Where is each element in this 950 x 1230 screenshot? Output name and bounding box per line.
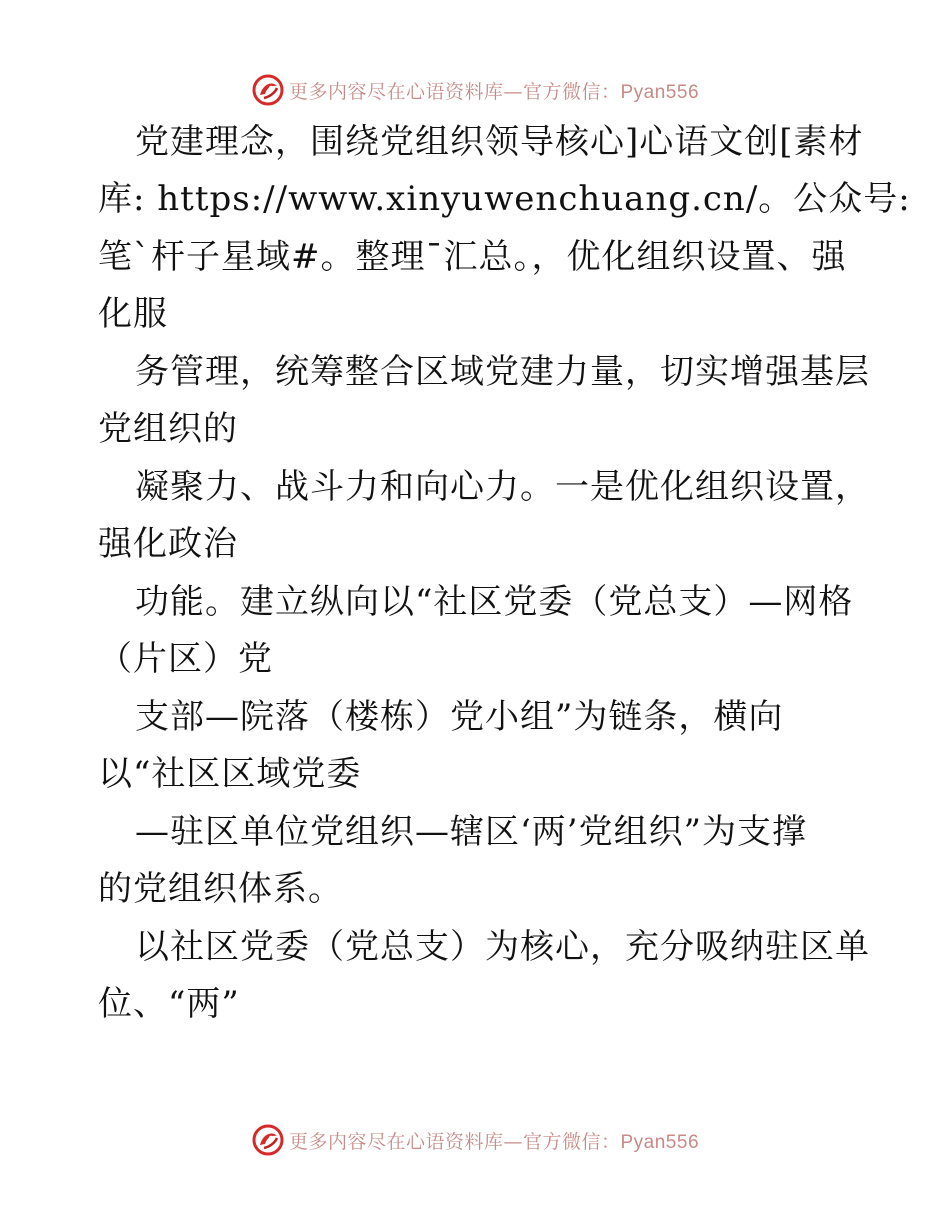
banner-wechat-id: Pyan556: [620, 1131, 700, 1153]
text-line: 的党组织体系。: [98, 869, 343, 909]
text-line: 务管理，统筹整合区域党建力量，切实增强基层: [135, 352, 870, 392]
text-line: 位、“两”: [98, 984, 240, 1024]
text-line: 以社区党委（党总支）为核心，充分吸纳驻区单: [135, 927, 870, 967]
text-line: —驻区单位党组织—辖区‘两’党组织”为支撑: [135, 812, 807, 852]
text-line: 以“社区区域党委: [98, 754, 362, 794]
text-line: 支部—院落（楼栋）党小组”为链条，横向: [135, 697, 784, 737]
text-line: 党建理念，围绕党组织领导核心]心语文创[素材: [135, 122, 864, 162]
footer-banner: [0, 1120, 950, 1160]
text-line: 化服: [98, 294, 168, 334]
banner-text: [289, 77, 699, 104]
text-line: （片区）党: [98, 639, 273, 679]
banner-wechat-id: Pyan556: [620, 81, 700, 103]
text-line: 库: https://www.xinyuwenchuang.cn/。公众号:: [98, 179, 911, 219]
text-line: 凝聚力、战斗力和向心力。一是优化组织设置，: [135, 467, 870, 507]
banner-text: [289, 1127, 699, 1154]
text-line: 强化政治: [98, 524, 238, 564]
text-line: 笔`杆子星域#。整理¯汇总。，优化组织设置、强: [98, 237, 847, 277]
banner-message: 更多内容尽在心语资料库—官方微信：: [288, 80, 621, 103]
red-swirl-logo-icon: [251, 1123, 285, 1157]
text-line: 党组织的: [98, 409, 238, 449]
header-banner: [0, 70, 950, 110]
text-line: 功能。建立纵向以“社区党委（党总支）—网格: [135, 582, 854, 622]
red-swirl-logo-icon: [251, 73, 285, 107]
banner-message: 更多内容尽在心语资料库—官方微信：: [288, 1130, 621, 1153]
